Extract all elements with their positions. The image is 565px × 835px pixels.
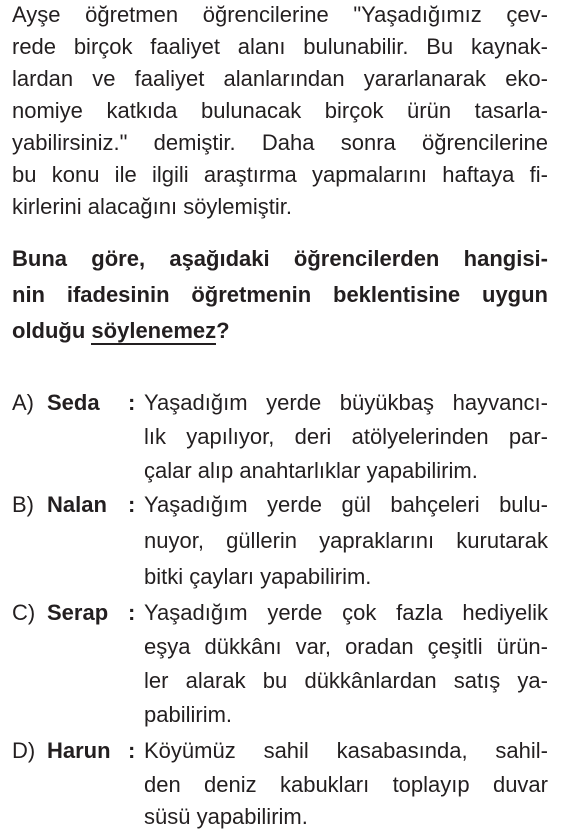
option-c-line-3: ler alarak bu dükkânlardan satış ya- xyxy=(144,668,548,693)
option-d-line-2: den deniz kabukları toplayıp duvar xyxy=(144,772,548,797)
stem-line-5: yabilirsiniz." demiştir. Daha sonra öğrencilerine xyxy=(12,130,548,155)
stem-line-3: lardan ve faaliyet alanlarından yararlanarak eko- xyxy=(12,66,548,91)
option-d-line-3: süsü yapabilirim. xyxy=(144,804,308,829)
option-b-colon: : xyxy=(128,492,136,517)
stem-line-7: kirlerini alacağını söylemiştir. xyxy=(12,194,292,219)
prompt-line-1: Buna göre, aşağıdaki öğrencilerden hangisi- xyxy=(12,246,548,271)
stem-line-2: rede birçok faaliyet alanı bulunabilir. Bu kaynak- xyxy=(12,34,548,59)
option-d-letter: D) xyxy=(12,738,36,763)
prompt-line-3-start: olduğu xyxy=(12,318,92,343)
prompt-line-2: nin ifadesinin öğretmenin beklentisine uygun xyxy=(12,282,548,307)
prompt-underlined-word: söylenemez xyxy=(91,318,217,343)
option-c-line-4: pabilirim. xyxy=(144,702,233,727)
option-c-line-2: eşya dükkânı var, oradan çeşitli ürün- xyxy=(144,634,548,659)
option-a-line-3: çalar alıp anahtarlıklar yapabilirim. xyxy=(144,458,478,483)
stem-line-6: bu konu ile ilgili araştırma yapmalarını haftaya fi- xyxy=(12,162,548,187)
option-d-name: Harun xyxy=(47,738,111,763)
option-a-letter: A) xyxy=(12,390,34,415)
option-a-name: Seda xyxy=(47,390,100,415)
stem-line-1: Ayşe öğretmen öğrencilerine "Yaşadığımız çev- xyxy=(12,2,548,27)
option-c-letter: C) xyxy=(12,600,36,625)
option-b-line-1: Yaşadığım yerde gül bahçeleri bulu- xyxy=(144,492,548,517)
prompt-question-mark: ? xyxy=(216,318,230,343)
option-c-name: Serap xyxy=(47,600,109,625)
option-b-letter: B) xyxy=(12,492,34,517)
option-a-line-1: Yaşadığım yerde büyükbaş hayvancı- xyxy=(144,390,548,415)
option-d-line-1: Köyümüz sahil kasabasında, sahil- xyxy=(144,738,548,763)
stem-line-4: nomiye katkıda bulunacak birçok ürün tasarla- xyxy=(12,98,548,123)
option-c-colon: : xyxy=(128,600,136,625)
option-a-colon: : xyxy=(128,390,136,415)
option-c-line-1: Yaşadığım yerde çok fazla hediyelik xyxy=(144,600,548,625)
option-a-line-2: lık yapılıyor, deri atölyelerinden par- xyxy=(144,424,548,449)
option-b-line-2: nuyor, güllerin yapraklarını kurutarak xyxy=(144,528,548,553)
option-d-colon: : xyxy=(128,738,136,763)
option-b-name: Nalan xyxy=(47,492,107,517)
prompt-line-3 xyxy=(12,316,230,346)
option-b-line-3: bitki çayları yapabilirim. xyxy=(144,564,372,589)
